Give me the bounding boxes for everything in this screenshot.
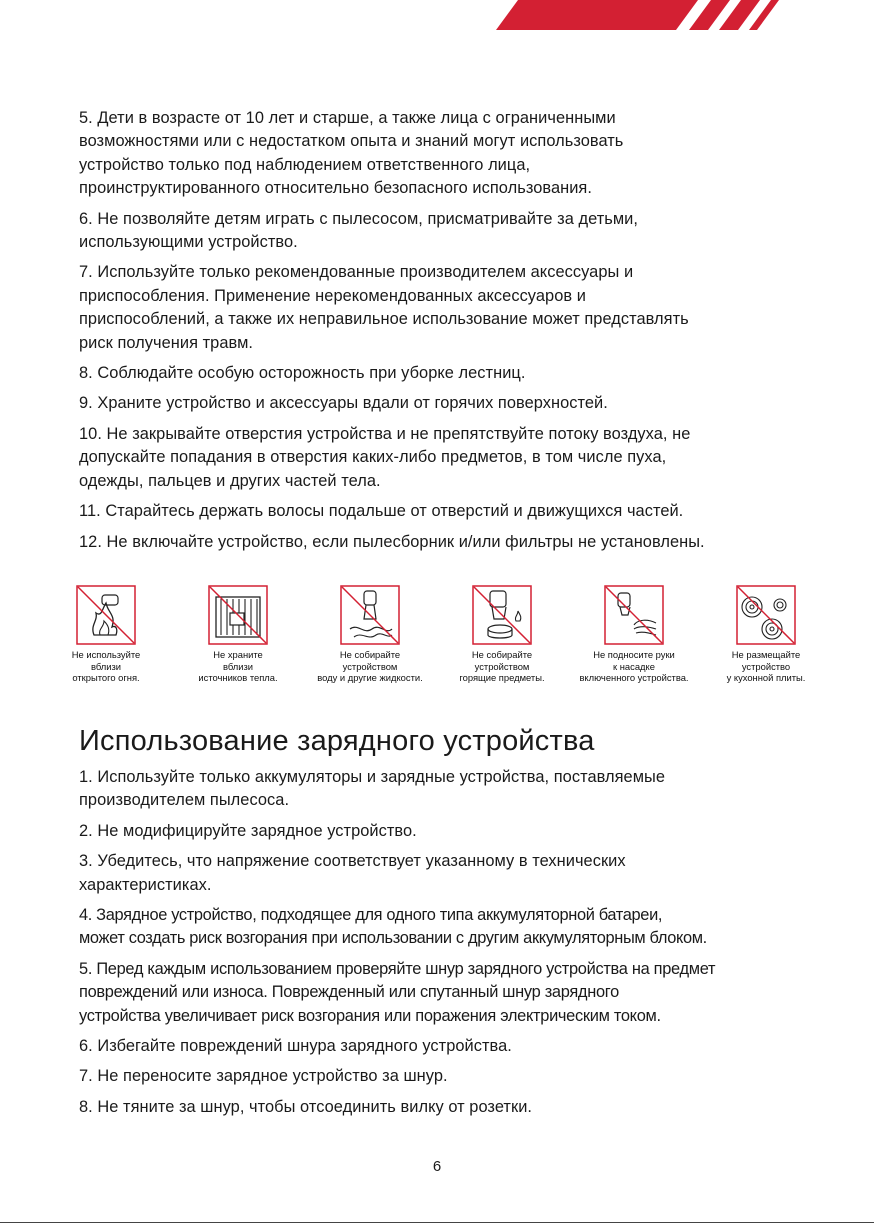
charger-section <box>79 766 819 1126</box>
footer-divider <box>0 1222 874 1223</box>
safety-item: 5. Дети в возрасте от 10 лет и старше, а также лица с ограниченными возможностями или с недостатком опыта и знаний могут использовать устройство только под наблюдением ответственного лица, проинструктированного относительно безопасного использования. <box>79 109 624 198</box>
safety-item: 9. Храните устройство и аксессуары вдали от горячих поверхностей. <box>79 394 608 413</box>
warning-icon-cell <box>691 585 841 684</box>
warning-icon-cell <box>163 585 313 684</box>
charger-item: 3. Убедитесь, что напряжение соответствует указанному в технических характеристиках. <box>79 852 626 894</box>
icon-caption: Не используйте вблизи открытого огня. <box>71 649 141 684</box>
header-decor-stripes <box>0 0 874 32</box>
safety-item: 6. Не позволяйте детям играть с пылесосом, присматривайте за детьми, использующими устройство. <box>79 209 638 252</box>
safety-section <box>79 107 819 561</box>
safety-item: 12. Не включайте устройство, если пылесборник и/или фильтры не установлены. <box>79 532 705 551</box>
icon-caption: Не храните вблизи источников тепла. <box>198 649 278 684</box>
charger-item: 6. Избегайте повреждений шнура зарядного устройства. <box>79 1037 512 1056</box>
safety-item: 11. Старайтесь держать волосы подальше от отверстий и движущихся частей. <box>79 502 684 521</box>
no-heat-source-icon <box>208 585 268 645</box>
charger-item: 5. Перед каждым использованием проверяйте шнур зарядного устройства на предмет повреждений или износа. Поврежденный или спутанный шнур зарядного устройства увеличивает риск возгорания или поражения электрическим током. <box>79 959 716 1025</box>
no-hands-near-nozzle-icon <box>604 585 664 645</box>
icon-caption: Не размещайте устройство у кухонной плиты. <box>726 649 806 684</box>
warning-icons-row <box>56 585 826 695</box>
warning-icon-cell <box>559 585 709 684</box>
page-number: 6 <box>432 1158 442 1175</box>
safety-item: 8. Соблюдайте особую осторожность при уборке лестниц. <box>79 364 526 383</box>
no-burning-objects-icon <box>472 585 532 645</box>
icon-caption: Не собирайте устройством воду и другие жидкости. <box>317 649 423 684</box>
warning-icon-cell <box>427 585 577 684</box>
no-open-fire-icon <box>76 585 136 645</box>
no-stove-icon <box>736 585 796 645</box>
safety-item: 7. Используйте только рекомендованные производителем аксессуары и приспособления. Применение нерекомендованных аксессуаров и приспособлений, а также их неправильное использование может представлять риск получения травм. <box>79 263 689 352</box>
charger-item: 1. Используйте только аккумуляторы и зарядные устройства, поставляемые производителем пылесоса. <box>79 768 666 810</box>
no-liquids-icon <box>340 585 400 645</box>
warning-icon-cell <box>295 585 445 684</box>
section-title: Использование зарядного устройства <box>79 725 595 757</box>
warning-icon-cell <box>31 585 181 684</box>
charger-item: 2. Не модифицируйте зарядное устройство. <box>79 821 417 840</box>
icon-caption: Не собирайте устройством горящие предметы. <box>459 649 545 684</box>
charger-item: 7. Не переносите зарядное устройство за шнур. <box>79 1067 448 1086</box>
safety-item: 10. Не закрывайте отверстия устройства и не препятствуйте потоку воздуха, не допускайте попадания в отверстия каких-либо предметов, в том числе пуха, одежды, пальцев и других частей тела. <box>79 424 691 490</box>
charger-item: 8. Не тяните за шнур, чтобы отсоединить вилку от розетки. <box>79 1097 533 1116</box>
charger-item: 4. Зарядное устройство, подходящее для одного типа аккумуляторной батареи, может создать риск возгорания при использовании с другим аккумуляторным блоком. <box>79 906 707 948</box>
icon-caption: Не подносите руки к насадке включенного устройства. <box>579 649 689 684</box>
